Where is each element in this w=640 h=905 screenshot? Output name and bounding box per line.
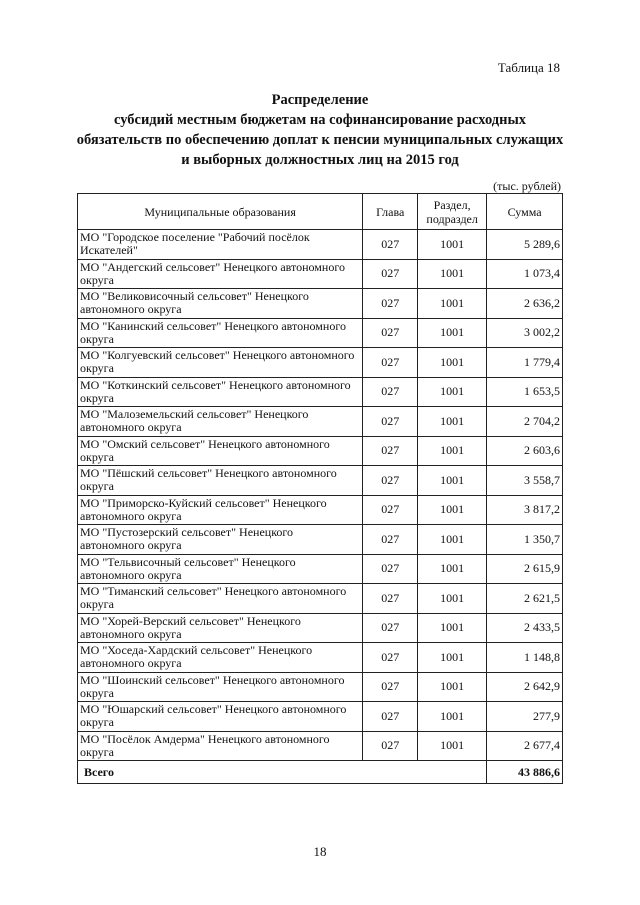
table-row — [78, 731, 563, 761]
table-row — [78, 584, 563, 614]
cell-section: 1001 — [418, 525, 487, 555]
cell-chapter: 027 — [363, 525, 418, 555]
cell-name: МО "Коткинский сельсовет" Ненецкого автономного округа — [78, 377, 363, 407]
cell-name: МО "Приморско-Куйский сельсовет" Ненецкого автономного округа — [78, 495, 363, 525]
title-line: обязательств по обеспечению доплат к пенсии муниципальных служащих — [76, 132, 564, 148]
cell-section: 1001 — [418, 584, 487, 614]
cell-name: МО "Тельвисочный сельсовет" Ненецкого автономного округа — [78, 554, 363, 584]
cell-section: 1001 — [418, 407, 487, 437]
cell-chapter: 027 — [363, 289, 418, 319]
cell-section: 1001 — [418, 702, 487, 732]
cell-chapter: 027 — [363, 554, 418, 584]
table-row — [78, 230, 563, 260]
page-number: 18 — [313, 844, 327, 859]
title-line: и выборных должностных лиц на 2015 год — [181, 152, 459, 168]
table-row — [78, 259, 563, 289]
cell-name: МО "Юшарский сельсовет" Ненецкого автономного округа — [78, 702, 363, 732]
cell-name: МО "Колгуевский сельсовет" Ненецкого автономного округа — [78, 348, 363, 378]
cell-name: МО "Хоседа-Хардский сельсовет" Ненецкого автономного округа — [78, 643, 363, 673]
cell-chapter: 027 — [363, 466, 418, 496]
cell-section: 1001 — [418, 230, 487, 260]
units-label: (тыс. рублей) — [493, 179, 561, 193]
table-row — [78, 466, 563, 496]
cell-sum: 2 621,5 — [487, 584, 563, 614]
table-header-row — [78, 194, 563, 230]
cell-chapter: 027 — [363, 702, 418, 732]
cell-name: МО "Малоземельский сельсовет" Ненецкого автономного округа — [78, 407, 363, 437]
cell-section: 1001 — [418, 377, 487, 407]
table-row — [78, 436, 563, 466]
cell-sum: 277,9 — [487, 702, 563, 732]
cell-sum: 1 148,8 — [487, 643, 563, 673]
cell-name: МО "Андегский сельсовет" Ненецкого автономного округа — [78, 259, 363, 289]
cell-name: МО "Посёлок Амдерма" Ненецкого автономного округа — [78, 731, 363, 761]
cell-sum: 1 653,5 — [487, 377, 563, 407]
cell-sum: 3 002,2 — [487, 318, 563, 348]
header-sum: Сумма — [487, 194, 563, 230]
cell-section: 1001 — [418, 259, 487, 289]
cell-sum: 2 704,2 — [487, 407, 563, 437]
table-number: Таблица 18 — [497, 60, 560, 75]
table-row — [78, 348, 563, 378]
cell-section: 1001 — [418, 554, 487, 584]
table-row — [78, 495, 563, 525]
cell-section: 1001 — [418, 672, 487, 702]
cell-chapter: 027 — [363, 495, 418, 525]
cell-sum: 3 817,2 — [487, 495, 563, 525]
document-title — [60, 90, 580, 170]
cell-section: 1001 — [418, 318, 487, 348]
cell-name: МО "Канинский сельсовет" Ненецкого автономного округа — [78, 318, 363, 348]
cell-name: МО "Тиманский сельсовет" Ненецкого автономного округа — [78, 584, 363, 614]
header-section: Раздел, подраздел — [418, 194, 487, 230]
cell-name: МО "Хорей-Верский сельсовет" Ненецкого автономного округа — [78, 613, 363, 643]
cell-sum: 1 350,7 — [487, 525, 563, 555]
cell-name: МО "Омский сельсовет" Ненецкого автономного округа — [78, 436, 363, 466]
table-row — [78, 377, 563, 407]
cell-chapter: 027 — [363, 259, 418, 289]
cell-chapter: 027 — [363, 613, 418, 643]
table-row — [78, 318, 563, 348]
cell-name: МО "Пустозерский сельсовет" Ненецкого автономного округа — [78, 525, 363, 555]
cell-section: 1001 — [418, 613, 487, 643]
cell-section: 1001 — [418, 348, 487, 378]
header-name: Муниципальные образования — [78, 194, 363, 230]
cell-sum: 5 289,6 — [487, 230, 563, 260]
table-row — [78, 554, 563, 584]
cell-sum: 2 433,5 — [487, 613, 563, 643]
cell-name: МО "Городское поселение "Рабочий посёлок Искателей" — [78, 230, 363, 260]
cell-sum: 1 779,4 — [487, 348, 563, 378]
cell-chapter: 027 — [363, 318, 418, 348]
total-label: Всего — [78, 761, 487, 784]
table-row — [78, 613, 563, 643]
cell-chapter: 027 — [363, 584, 418, 614]
cell-chapter: 027 — [363, 407, 418, 437]
cell-name: МО "Великовисочный сельсовет" Ненецкого автономного округа — [78, 289, 363, 319]
total-sum: 43 886,6 — [487, 761, 563, 784]
cell-chapter: 027 — [363, 377, 418, 407]
table-row — [78, 643, 563, 673]
cell-name: МО "Пёшский сельсовет" Ненецкого автономного округа — [78, 466, 363, 496]
cell-section: 1001 — [418, 289, 487, 319]
cell-sum: 2 615,9 — [487, 554, 563, 584]
header-chapter: Глава — [363, 194, 418, 230]
cell-sum: 1 073,4 — [487, 259, 563, 289]
table-row — [78, 289, 563, 319]
cell-sum: 2 603,6 — [487, 436, 563, 466]
cell-section: 1001 — [418, 643, 487, 673]
cell-chapter: 027 — [363, 731, 418, 761]
cell-chapter: 027 — [363, 643, 418, 673]
cell-sum: 3 558,7 — [487, 466, 563, 496]
table-row — [78, 525, 563, 555]
cell-section: 1001 — [418, 466, 487, 496]
cell-chapter: 027 — [363, 672, 418, 702]
cell-sum: 2 677,4 — [487, 731, 563, 761]
title-line: Распределение — [271, 92, 369, 108]
total-row — [78, 761, 563, 784]
cell-chapter: 027 — [363, 436, 418, 466]
title-line: субсидий местным бюджетам на софинансирование расходных — [113, 112, 527, 128]
cell-section: 1001 — [418, 436, 487, 466]
table-row — [78, 672, 563, 702]
cell-chapter: 027 — [363, 230, 418, 260]
cell-sum: 2 642,9 — [487, 672, 563, 702]
table-row — [78, 407, 563, 437]
cell-name: МО "Шоинский сельсовет" Ненецкого автономного округа — [78, 672, 363, 702]
table-row — [78, 702, 563, 732]
cell-section: 1001 — [418, 731, 487, 761]
subsidies-table — [77, 193, 563, 784]
cell-section: 1001 — [418, 495, 487, 525]
cell-sum: 2 636,2 — [487, 289, 563, 319]
cell-chapter: 027 — [363, 348, 418, 378]
